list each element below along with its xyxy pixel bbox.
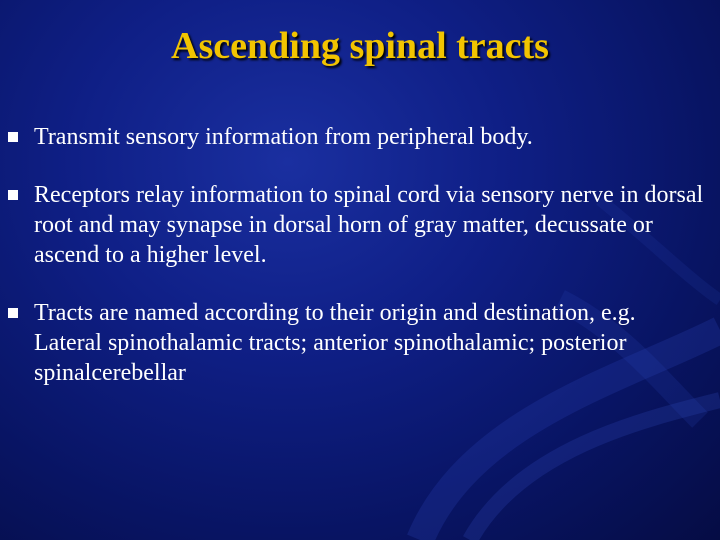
bullet-text: Receptors relay information to spinal cord via sensory nerve in dorsal root and may synapse in dorsal horn of gray matter, decussate or ascend to a higher level. (34, 182, 704, 268)
bullet-list (8, 122, 708, 416)
bullet-text: Transmit sensory information from peripheral body. (34, 124, 533, 150)
slide-title: Ascending spinal tracts (171, 25, 549, 67)
square-bullet-icon (8, 308, 18, 318)
bullet-item (8, 122, 708, 152)
square-bullet-icon (8, 132, 18, 142)
square-bullet-icon (8, 190, 18, 200)
bullet-item (8, 180, 708, 270)
bullet-text: Tracts are named according to their origin and destination, e.g. Lateral spinothalamic tracts; anterior spinothalamic; posterior spinalcerebellar (34, 300, 636, 386)
bullet-item (8, 298, 708, 388)
